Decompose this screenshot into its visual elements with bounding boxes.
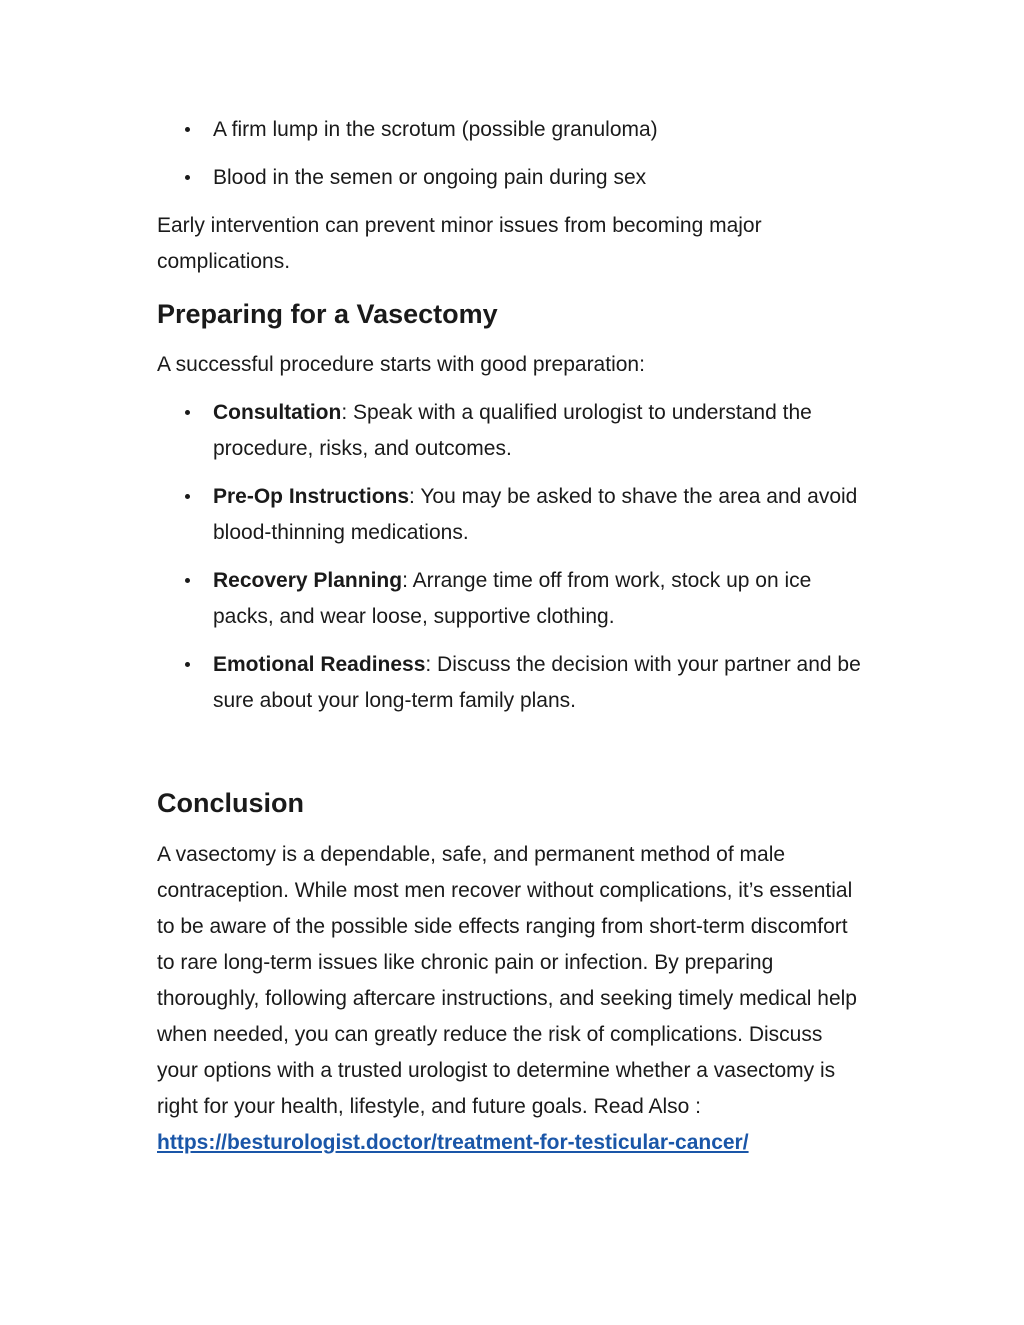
- list-item-text: : Discuss the decision with your partner and be sure about your long-term family plans.: [213, 653, 861, 712]
- list-item-text: : You may be asked to shave the area and avoid blood-thinning medications.: [213, 485, 858, 544]
- list-item-term: Recovery Planning: [213, 569, 403, 592]
- bullet-dot: [185, 662, 190, 667]
- bullet-dot: [185, 494, 190, 499]
- bullet-dot: [185, 578, 190, 583]
- list-item-text: : Arrange time off from work, stock up on ice packs, and wear loose, supportive clothing.: [213, 569, 812, 628]
- list-item: [157, 479, 877, 551]
- list-item-text: A firm lump in the scrotum (possible granuloma): [213, 118, 658, 141]
- conclusion-heading: Conclusion: [157, 788, 304, 818]
- symptom-list: [157, 112, 877, 196]
- list-item-term: Consultation: [213, 401, 342, 424]
- list-item-term: Pre-Op Instructions: [213, 485, 410, 508]
- bullet-dot: [185, 410, 190, 415]
- conclusion-paragraph: A vasectomy is a dependable, safe, and permanent method of male contraception. While most men recover without complications, it’s essential to be aware of the possible side effects ranging from short-term discomfort to rare long-term issues like chronic pain or infection. By preparing thoroughly, following aftercare instructions, and seeking timely medical help when needed, you can greatly reduce the risk of complications. Discuss your options with a trusted urologist to determine whether a vasectomy is right for your health, lifestyle, and future goals. Read Also :: [157, 843, 857, 1118]
- bullet-dot: [185, 127, 190, 132]
- list-item: [157, 647, 877, 719]
- list-item-term: Emotional Readiness: [213, 653, 426, 676]
- bullet-dot: [185, 175, 190, 180]
- document-page: [157, 112, 877, 1161]
- preparation-list: [157, 395, 877, 719]
- list-item: [157, 395, 877, 467]
- preparing-intro: A successful procedure starts with good preparation:: [157, 353, 645, 376]
- read-also-link[interactable]: https://besturologist.doctor/treatment-for-testicular-cancer/: [157, 1131, 749, 1154]
- list-item: [157, 563, 877, 635]
- preparing-heading: Preparing for a Vasectomy: [157, 299, 498, 329]
- list-item-text: : Speak with a qualified urologist to understand the procedure, risks, and outcomes.: [213, 401, 812, 460]
- early-intervention-paragraph: Early intervention can prevent minor issues from becoming major complications.: [157, 214, 762, 273]
- list-item: [157, 160, 877, 196]
- list-item: [157, 112, 877, 148]
- list-item-text: Blood in the semen or ongoing pain during sex: [213, 166, 647, 189]
